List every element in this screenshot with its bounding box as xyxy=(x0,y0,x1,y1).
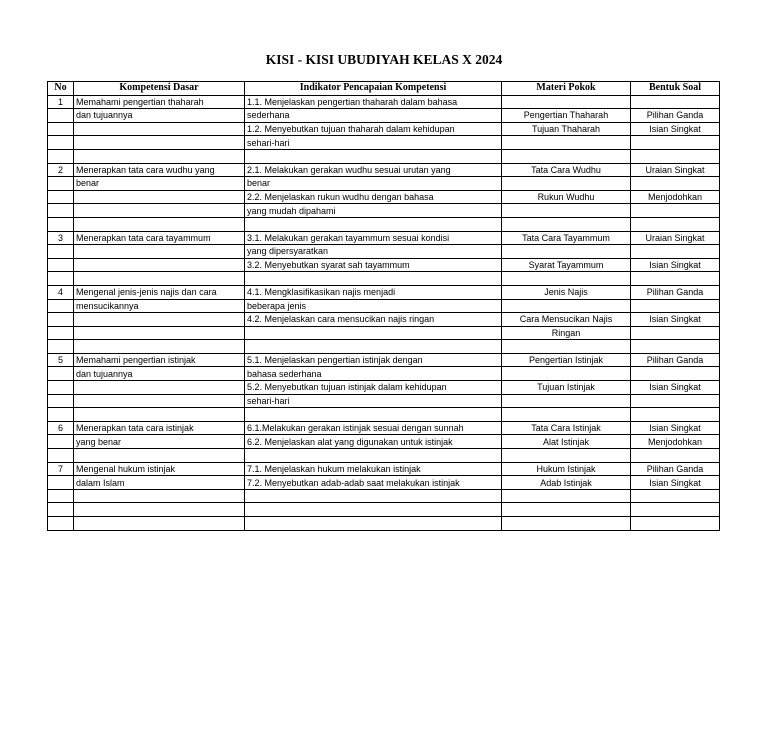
cell-no xyxy=(48,272,74,286)
cell-indikator: 6.2. Menjelaskan alat yang digunakan untuk istinjak xyxy=(245,435,502,449)
cell-no xyxy=(48,149,74,163)
cell-bentuk-soal xyxy=(631,449,720,463)
cell-materi-pokok: Jenis Najis xyxy=(502,285,631,299)
cell-no xyxy=(48,476,74,490)
cell-indikator: bahasa sederhana xyxy=(245,367,502,381)
cell-indikator: 3.1. Melakukan gerakan tayammum sesuai kondisi xyxy=(245,231,502,245)
cell-indikator: benar xyxy=(245,177,502,191)
cell-kompetensi-dasar xyxy=(74,190,245,204)
cell-indikator: sederhana xyxy=(245,109,502,123)
cell-bentuk-soal: Pilihan Ganda xyxy=(631,462,720,476)
cell-kompetensi-dasar: yang benar xyxy=(74,435,245,449)
cell-no: 5 xyxy=(48,353,74,367)
cell-no: 3 xyxy=(48,231,74,245)
cell-indikator: sehari-hari xyxy=(245,136,502,150)
cell-no xyxy=(48,435,74,449)
cell-materi-pokok: Hukum Istinjak xyxy=(502,462,631,476)
cell-indikator: 6.1.Melakukan gerakan istinjak sesuai dengan sunnah xyxy=(245,421,502,435)
cell-materi-pokok xyxy=(502,449,631,463)
cell-materi-pokok xyxy=(502,340,631,354)
cell-indikator xyxy=(245,340,502,354)
cell-indikator xyxy=(245,408,502,422)
table-row xyxy=(48,489,720,503)
cell-kompetensi-dasar: Memahami pengertian istinjak xyxy=(74,353,245,367)
cell-indikator: 5.2. Menyebutkan tujuan istinjak dalam kehidupan xyxy=(245,381,502,395)
table-row xyxy=(48,421,720,435)
cell-materi-pokok: Tata Cara Wudhu xyxy=(502,163,631,177)
table-row xyxy=(48,95,720,109)
cell-no: 1 xyxy=(48,95,74,109)
cell-materi-pokok xyxy=(502,489,631,503)
cell-materi-pokok xyxy=(502,95,631,109)
cell-materi-pokok: Tujuan Thaharah xyxy=(502,122,631,136)
cell-indikator: 4.1. Mengklasifikasikan najis menjadi xyxy=(245,285,502,299)
cell-kompetensi-dasar xyxy=(74,381,245,395)
cell-no xyxy=(48,190,74,204)
table-row xyxy=(48,435,720,449)
cell-no xyxy=(48,258,74,272)
cell-kompetensi-dasar xyxy=(74,272,245,286)
cell-bentuk-soal: Menjodohkan xyxy=(631,190,720,204)
cell-indikator: 7.2. Menyebutkan adab-adab saat melakukan istinjak xyxy=(245,476,502,490)
cell-no xyxy=(48,313,74,327)
cell-kompetensi-dasar: Mengenal hukum istinjak xyxy=(74,462,245,476)
cell-bentuk-soal xyxy=(631,326,720,340)
table-row xyxy=(48,476,720,490)
cell-kompetensi-dasar xyxy=(74,394,245,408)
table-row xyxy=(48,136,720,150)
cell-indikator: 2.1. Melakukan gerakan wudhu sesuai urutan yang xyxy=(245,163,502,177)
cell-bentuk-soal xyxy=(631,217,720,231)
cell-kompetensi-dasar: Menerapkan tata cara wudhu yang xyxy=(74,163,245,177)
cell-bentuk-soal: Pilihan Ganda xyxy=(631,353,720,367)
cell-materi-pokok: Syarat Tayammum xyxy=(502,258,631,272)
cell-no xyxy=(48,122,74,136)
cell-kompetensi-dasar xyxy=(74,122,245,136)
cell-materi-pokok: Pengertian Thaharah xyxy=(502,109,631,123)
table-row xyxy=(48,326,720,340)
cell-kompetensi-dasar: mensucikannya xyxy=(74,299,245,313)
cell-materi-pokok: Ringan xyxy=(502,326,631,340)
table-row xyxy=(48,340,720,354)
cell-bentuk-soal xyxy=(631,489,720,503)
cell-bentuk-soal xyxy=(631,394,720,408)
cell-indikator: 7.1. Menjelaskan hukum melakukan istinjak xyxy=(245,462,502,476)
cell-bentuk-soal: Isian Singkat xyxy=(631,122,720,136)
cell-kompetensi-dasar: Mengenal jenis-jenis najis dan cara xyxy=(74,285,245,299)
cell-bentuk-soal: Isian Singkat xyxy=(631,476,720,490)
table-row xyxy=(48,285,720,299)
table-header-row xyxy=(48,82,720,96)
cell-kompetensi-dasar: dalam Islam xyxy=(74,476,245,490)
document-title: KISI - KISI UBUDIYAH KELAS X 2024 xyxy=(265,52,503,67)
cell-kompetensi-dasar xyxy=(74,517,245,531)
cell-materi-pokok xyxy=(502,177,631,191)
cell-materi-pokok xyxy=(502,367,631,381)
cell-no xyxy=(48,204,74,218)
cell-materi-pokok xyxy=(502,299,631,313)
cell-bentuk-soal: Pilihan Ganda xyxy=(631,285,720,299)
table-row xyxy=(48,313,720,327)
cell-bentuk-soal: Isian Singkat xyxy=(631,313,720,327)
cell-bentuk-soal xyxy=(631,245,720,259)
cell-bentuk-soal xyxy=(631,299,720,313)
cell-kompetensi-dasar xyxy=(74,245,245,259)
cell-kompetensi-dasar: dan tujuannya xyxy=(74,367,245,381)
cell-bentuk-soal xyxy=(631,149,720,163)
table-row xyxy=(48,381,720,395)
cell-indikator: sehari-hari xyxy=(245,394,502,408)
cell-indikator xyxy=(245,217,502,231)
header-bentuk-soal: Bentuk Soal xyxy=(631,82,720,96)
cell-indikator: 1.2. Menyebutkan tujuan thaharah dalam kehidupan xyxy=(245,122,502,136)
table-row xyxy=(48,217,720,231)
cell-indikator: beberapa jenis xyxy=(245,299,502,313)
cell-indikator xyxy=(245,517,502,531)
cell-materi-pokok xyxy=(502,272,631,286)
cell-no xyxy=(48,517,74,531)
cell-bentuk-soal xyxy=(631,272,720,286)
cell-materi-pokok xyxy=(502,503,631,517)
cell-bentuk-soal xyxy=(631,517,720,531)
header-kompetensi-dasar: Kompetensi Dasar xyxy=(74,82,245,96)
cell-kompetensi-dasar: Menerapkan tata cara tayammum xyxy=(74,231,245,245)
cell-materi-pokok xyxy=(502,149,631,163)
cell-bentuk-soal xyxy=(631,204,720,218)
cell-kompetensi-dasar: dan tujuannya xyxy=(74,109,245,123)
cell-kompetensi-dasar: benar xyxy=(74,177,245,191)
table-row xyxy=(48,299,720,313)
cell-materi-pokok: Cara Mensucikan Najis xyxy=(502,313,631,327)
cell-materi-pokok xyxy=(502,408,631,422)
table-row xyxy=(48,449,720,463)
table-row xyxy=(48,177,720,191)
table-row xyxy=(48,408,720,422)
header-materi-pokok: Materi Pokok xyxy=(502,82,631,96)
cell-kompetensi-dasar: Memahami pengertian thaharah xyxy=(74,95,245,109)
cell-no xyxy=(48,340,74,354)
cell-kompetensi-dasar: Menerapkan tata cara istinjak xyxy=(74,421,245,435)
cell-no: 7 xyxy=(48,462,74,476)
cell-kompetensi-dasar xyxy=(74,258,245,272)
cell-no xyxy=(48,217,74,231)
table-row xyxy=(48,245,720,259)
cell-indikator: 4.2. Menjelaskan cara mensucikan najis ringan xyxy=(245,313,502,327)
cell-materi-pokok: Tujuan Istinjak xyxy=(502,381,631,395)
cell-indikator: yang dipersyaratkan xyxy=(245,245,502,259)
cell-indikator xyxy=(245,272,502,286)
cell-bentuk-soal xyxy=(631,408,720,422)
cell-indikator xyxy=(245,489,502,503)
cell-indikator: 2.2. Menjelaskan rukun wudhu dengan bahasa xyxy=(245,190,502,204)
cell-kompetensi-dasar xyxy=(74,503,245,517)
table-row xyxy=(48,231,720,245)
cell-indikator: 1.1. Menjelaskan pengertian thaharah dalam bahasa xyxy=(245,95,502,109)
kisi-table xyxy=(47,81,720,531)
cell-materi-pokok: Rukun Wudhu xyxy=(502,190,631,204)
cell-materi-pokok xyxy=(502,217,631,231)
cell-materi-pokok xyxy=(502,245,631,259)
header-no: No xyxy=(48,82,74,96)
table-row xyxy=(48,149,720,163)
cell-no xyxy=(48,503,74,517)
cell-bentuk-soal: Uraian Singkat xyxy=(631,163,720,177)
cell-bentuk-soal xyxy=(631,503,720,517)
cell-no xyxy=(48,489,74,503)
table-row xyxy=(48,122,720,136)
cell-kompetensi-dasar xyxy=(74,136,245,150)
cell-kompetensi-dasar xyxy=(74,408,245,422)
cell-materi-pokok: Tata Cara Istinjak xyxy=(502,421,631,435)
header-indikator: Indikator Pencapaian Kompetensi xyxy=(245,82,502,96)
cell-no xyxy=(48,109,74,123)
table-row xyxy=(48,190,720,204)
cell-kompetensi-dasar xyxy=(74,313,245,327)
cell-bentuk-soal: Isian Singkat xyxy=(631,258,720,272)
cell-no xyxy=(48,367,74,381)
cell-kompetensi-dasar xyxy=(74,217,245,231)
cell-kompetensi-dasar xyxy=(74,204,245,218)
cell-bentuk-soal: Isian Singkat xyxy=(631,421,720,435)
table-row xyxy=(48,272,720,286)
table-row xyxy=(48,258,720,272)
cell-indikator: yang mudah dipahami xyxy=(245,204,502,218)
cell-materi-pokok xyxy=(502,517,631,531)
cell-indikator xyxy=(245,149,502,163)
cell-kompetensi-dasar xyxy=(74,449,245,463)
cell-indikator: 3.2. Menyebutkan syarat sah tayammum xyxy=(245,258,502,272)
cell-materi-pokok: Tata Cara Tayammum xyxy=(502,231,631,245)
cell-no xyxy=(48,299,74,313)
cell-no: 4 xyxy=(48,285,74,299)
cell-no xyxy=(48,326,74,340)
cell-materi-pokok: Alat Istinjak xyxy=(502,435,631,449)
cell-indikator xyxy=(245,503,502,517)
cell-kompetensi-dasar xyxy=(74,489,245,503)
cell-no: 6 xyxy=(48,421,74,435)
cell-bentuk-soal xyxy=(631,367,720,381)
cell-materi-pokok: Adab Istinjak xyxy=(502,476,631,490)
cell-materi-pokok xyxy=(502,136,631,150)
cell-bentuk-soal xyxy=(631,340,720,354)
cell-bentuk-soal xyxy=(631,136,720,150)
cell-bentuk-soal xyxy=(631,95,720,109)
cell-materi-pokok: Pengertian Istinjak xyxy=(502,353,631,367)
cell-no xyxy=(48,245,74,259)
cell-indikator: 5.1. Menjelaskan pengertian istinjak dengan xyxy=(245,353,502,367)
cell-no xyxy=(48,177,74,191)
table-row xyxy=(48,394,720,408)
table-row xyxy=(48,462,720,476)
cell-kompetensi-dasar xyxy=(74,340,245,354)
cell-indikator xyxy=(245,449,502,463)
table-row xyxy=(48,109,720,123)
cell-materi-pokok xyxy=(502,204,631,218)
cell-bentuk-soal: Menjodohkan xyxy=(631,435,720,449)
cell-kompetensi-dasar xyxy=(74,149,245,163)
cell-no xyxy=(48,394,74,408)
cell-indikator xyxy=(245,326,502,340)
table-row xyxy=(48,503,720,517)
cell-no xyxy=(48,136,74,150)
table-row xyxy=(48,163,720,177)
table-row xyxy=(48,204,720,218)
cell-bentuk-soal: Uraian Singkat xyxy=(631,231,720,245)
cell-no xyxy=(48,408,74,422)
cell-no: 2 xyxy=(48,163,74,177)
cell-bentuk-soal: Pilihan Ganda xyxy=(631,109,720,123)
table-row xyxy=(48,353,720,367)
table-row xyxy=(48,367,720,381)
cell-materi-pokok xyxy=(502,394,631,408)
table-row xyxy=(48,517,720,531)
cell-kompetensi-dasar xyxy=(74,326,245,340)
cell-no xyxy=(48,449,74,463)
cell-no xyxy=(48,381,74,395)
cell-bentuk-soal xyxy=(631,177,720,191)
cell-bentuk-soal: Isian Singkat xyxy=(631,381,720,395)
